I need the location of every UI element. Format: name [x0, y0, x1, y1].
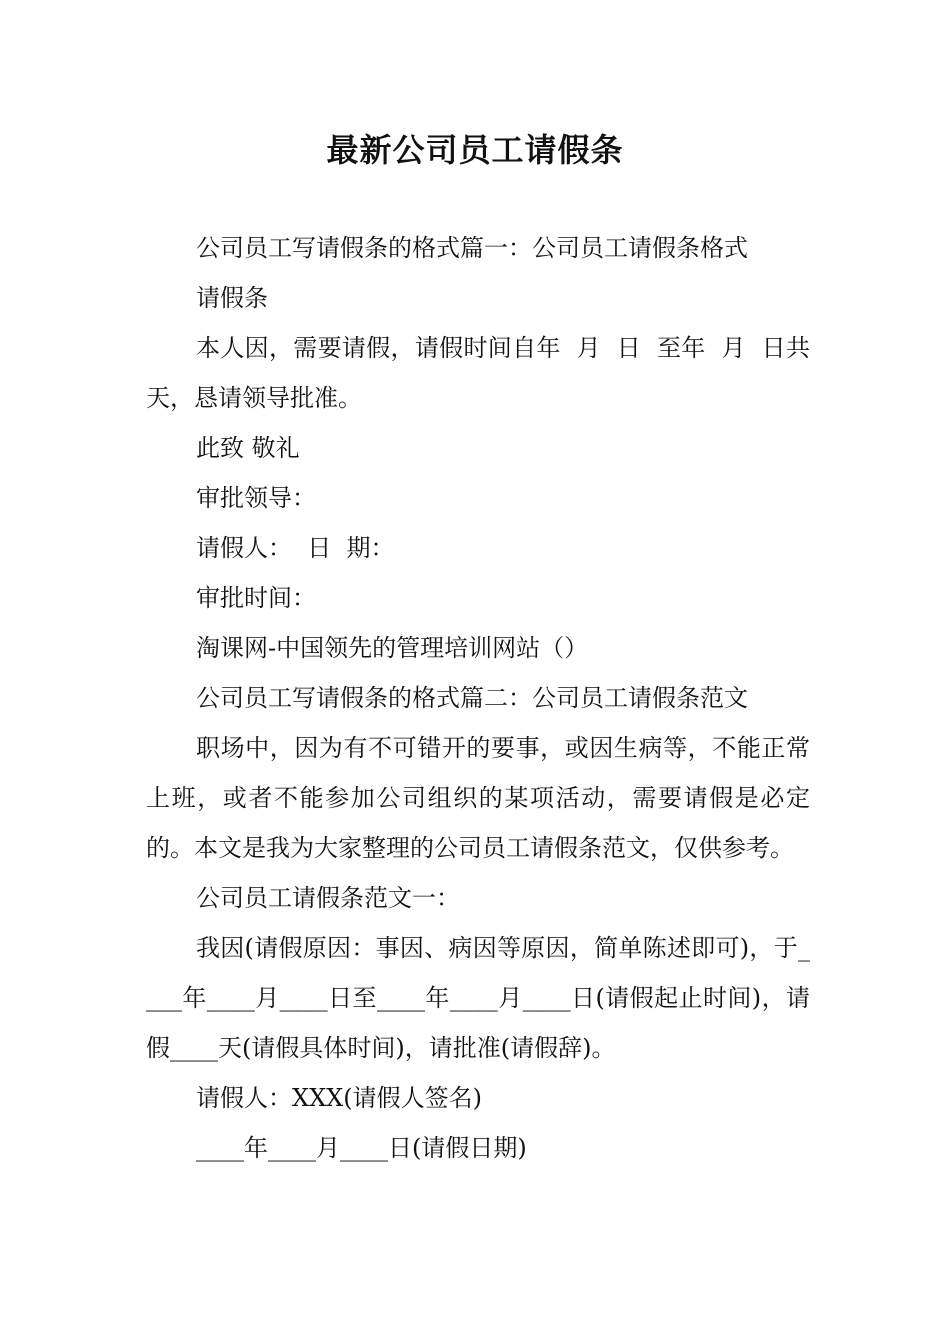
paragraph-sample-signature: 请假人：XXX(请假人签名): [196, 1084, 482, 1112]
document-title: 最新公司员工请假条: [326, 131, 624, 169]
paragraph-format-heading-1: 公司员工写请假条的格式篇一：公司员工请假条格式: [196, 234, 748, 262]
paragraph-approval-time: 审批时间：: [196, 584, 316, 612]
paragraph-note-title: 请假条: [196, 284, 268, 312]
paragraph-intro: 职场中，因为有不可错开的要事，或因生病等，不能正常上班，或者不能参加公司组织的某项活动，需要请假是必定的。本文是我为大家整理的公司员工请假条范文，仅供参考。: [146, 734, 810, 862]
paragraph-leave-request: 本人因，需要请假，请假时间自年 月 日 至年 月 日共天，恳请领导批准。: [146, 334, 810, 412]
paragraph-format-heading-2: 公司员工写请假条的格式篇二：公司员工请假条范文: [196, 684, 748, 712]
paragraph-approver: 审批领导：: [196, 484, 316, 512]
paragraph-sample-date: ____年____月____日(请假日期): [196, 1134, 527, 1162]
paragraph-applicant-date: 请假人： 日 期：: [196, 534, 395, 562]
paragraph-sample-heading-1: 公司员工请假条范文一：: [196, 884, 460, 912]
paragraph-source: 淘课网-中国领先的管理培训网站（）: [196, 634, 589, 662]
paragraph-salutation: 此致 敬礼: [196, 434, 300, 462]
document-body: [146, 223, 810, 1173]
paragraph-sample-body: 我因(请假原因：事因、病因等原因，简单陈述即可)，于____年____月____日至____年____月____日(请假起止时间)，请假____天(请假具体时间)，请批准(请假辞)。: [146, 934, 810, 1062]
